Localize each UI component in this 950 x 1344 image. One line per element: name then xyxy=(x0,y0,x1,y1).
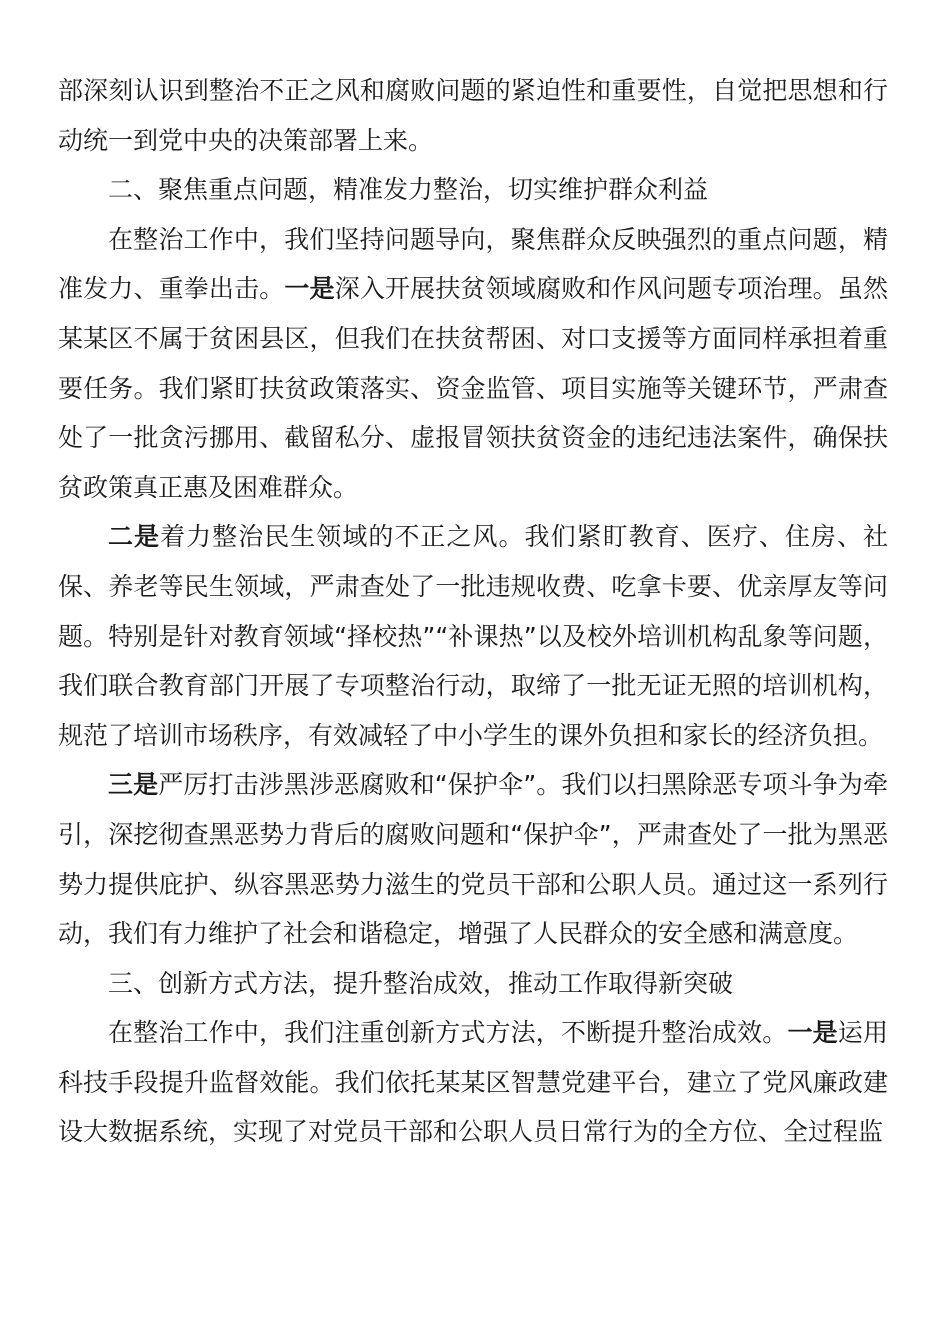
paragraph-poverty xyxy=(58,215,888,513)
paragraph-intro: 在整治工作中，我们坚持问题导向，聚焦群众反映强烈的重点问题，精准发力、重拳出击。 xyxy=(58,224,888,304)
lead-marker-two: 二是 xyxy=(108,522,161,552)
paragraph-gang-crime xyxy=(58,760,888,958)
section-heading-2: 二、聚焦重点问题，精准发力整治，切实维护群众利益 xyxy=(108,175,709,205)
paragraph-innovation xyxy=(58,1008,888,1157)
section-heading-3: 三、创新方式方法，提升整治成效，推动工作取得新突破 xyxy=(108,968,734,998)
document-page xyxy=(58,66,888,1157)
lead-marker-three: 三是 xyxy=(108,770,159,800)
paragraph-continued xyxy=(58,66,888,165)
paragraph-text: 运用科技手段提升监督效能。我们依托某某区智慧党建平台，建立了党风廉政建设大数据系统，实现了对党员干部和公职人员日常行为的全方位、全过程监 xyxy=(58,1018,888,1147)
paragraph-text: 着力整治民生领域的不正之风。我们紧盯教育、医疗、住房、社保、养老等民生领域，严肃查处了一批违规收费、吃拿卡要、优亲厚友等问题。特别是针对教育领域“择校热”“补课热”以及校外培训机构乱象等问题，我们联合教育部门开展了专项整治行动，取缔了一批无证无照的培训机构，规范了培训市场秩序，有效减轻了中小学生的课外负担和家长的经济负担。 xyxy=(58,522,888,750)
lead-marker-one: 一是 xyxy=(787,1018,838,1048)
paragraph-text: 部深刻认识到整治不正之风和腐败问题的紧迫性和重要性，自觉把思想和行动统一到党中央的决策部署上来。 xyxy=(58,76,888,155)
paragraph-text: 深入开展扶贫领域腐败和作风问题专项治理。虽然某某区不属于贫困县区，但我们在扶贫帮困、对口支援等方面同样承担着重要任务。我们紧盯扶贫政策落实、资金监管、项目实施等关键环节，严肃查处了一批贪污挪用、截留私分、虚报冒领扶贫资金的违纪违法案件，确保扶贫政策真正惠及困难群众。 xyxy=(58,274,888,502)
paragraph-livelihood xyxy=(58,512,888,760)
paragraph-text: 严厉打击涉黑涉恶腐败和“保护伞”。我们以扫黑除恶专项斗争为牵引，深挖彻查黑恶势力背后的腐败问题和“保护伞”，严肃查处了一批为黑恶势力提供庇护、纵容黑恶势力滋生的党员干部和公职人员。通过这一系列行动，我们有力维护了社会和谐稳定，增强了人民群众的安全感和满意度。 xyxy=(58,770,888,949)
lead-marker-one: 一是 xyxy=(284,274,335,304)
paragraph-intro: 在整治工作中，我们注重创新方式方法，不断提升整治成效。 xyxy=(108,1018,788,1048)
